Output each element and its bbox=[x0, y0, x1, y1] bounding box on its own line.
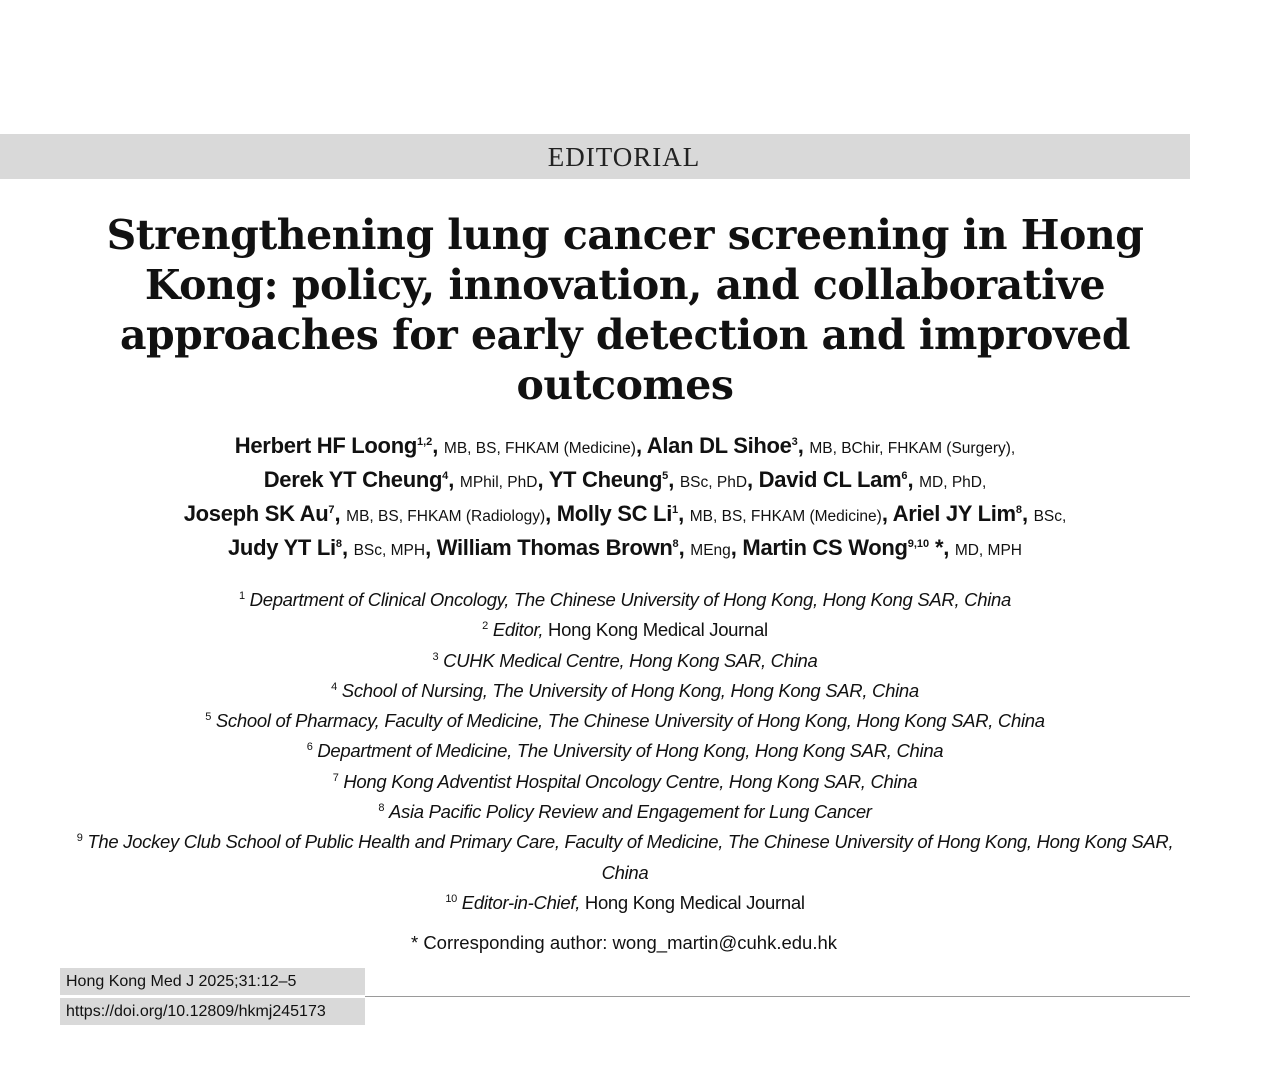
author-degrees: MPhil, PhD bbox=[459, 474, 538, 491]
section-banner bbox=[0, 134, 1190, 179]
author-line: Judy YT Li$^8$, BSc, MPH, William Thomas Brown$^8$, MEng, Martin CS Wong$^{9,10}$ *, MD, MPH bbox=[228, 535, 1022, 560]
author bbox=[892, 501, 1022, 526]
author bbox=[436, 535, 679, 560]
author-degrees: MB, BS, FHKAM (Medicine) bbox=[689, 508, 882, 525]
author bbox=[556, 501, 679, 526]
author-affil-marker: 1,2 bbox=[416, 436, 433, 448]
affiliation bbox=[70, 827, 1180, 888]
author bbox=[263, 467, 449, 492]
affiliation bbox=[70, 706, 1180, 736]
author-affil-marker: 3 bbox=[791, 436, 798, 448]
affiliation bbox=[70, 767, 1180, 797]
affiliation-text: Hong Kong Adventist Hospital Oncology Centre, Hong Kong SAR, China bbox=[343, 770, 918, 792]
author bbox=[646, 433, 798, 458]
author-name: Ariel JY Lim bbox=[892, 501, 1016, 526]
affiliation-text: School of Pharmacy, Faculty of Medicine, The Chinese University of Hong Kong, Hong Kong SAR, China bbox=[215, 710, 1045, 732]
author-degrees: BSc, MPH bbox=[353, 542, 426, 559]
doi-link[interactable]: https://doi.org/10.12809/hkmj245173 bbox=[60, 998, 365, 1025]
author-line: Derek YT Cheung$^4$, MPhil, PhD, YT Cheung$^5$, BSc, PhD, David CL Lam$^6$, MD, PhD, bbox=[263, 467, 987, 492]
affiliation-text: Department of Medicine, The University of Hong Kong, Hong Kong SAR, China bbox=[317, 740, 944, 762]
affiliation-text-plain: Hong Kong Medical Journal bbox=[543, 619, 768, 641]
author-list bbox=[110, 430, 1140, 566]
author-degrees: BSc, PhD bbox=[679, 474, 748, 491]
affiliation bbox=[70, 888, 1180, 918]
affiliation-number: 7 bbox=[332, 771, 339, 784]
affiliation-number: 3 bbox=[432, 650, 439, 663]
affiliation bbox=[70, 615, 1180, 645]
author-degrees: BSc bbox=[1033, 508, 1062, 525]
author-affil-marker: 1 bbox=[672, 504, 679, 516]
author-name: Martin CS Wong bbox=[742, 535, 908, 560]
divider bbox=[365, 996, 1190, 997]
author-affil-marker: 7 bbox=[328, 504, 335, 516]
author-line: Joseph SK Au$^7$, MB, BS, FHKAM (Radiology), Molly SC Li$^1$, MB, BS, FHKAM (Medicine), Ariel JY Lim$^8$, BSc, bbox=[183, 501, 1067, 526]
author-affil-marker: 8 bbox=[672, 538, 679, 550]
affiliation-list bbox=[70, 585, 1180, 918]
author-name: David CL Lam bbox=[758, 467, 902, 492]
author-affil-marker: 5 bbox=[662, 470, 669, 482]
author-affil-marker: 8 bbox=[335, 538, 342, 550]
affiliation-text: School of Nursing, The University of Hong Kong, Hong Kong SAR, China bbox=[341, 679, 919, 701]
affiliation-text: CUHK Medical Centre, Hong Kong SAR, China bbox=[443, 649, 818, 671]
author-affil-marker: 8 bbox=[1015, 504, 1022, 516]
author-degrees: MEng bbox=[690, 542, 731, 559]
article-title: Strengthening lung cancer screening in Hong Kong: policy, innovation, and collaborative approaches for early detection and improved outcomes bbox=[106, 211, 1144, 409]
affiliation-number: 10 bbox=[445, 892, 457, 905]
corresponding-author: * Corresponding author: wong_martin@cuhk.edu.hk bbox=[410, 932, 838, 953]
author-affil-marker: 4 bbox=[442, 470, 449, 482]
author bbox=[183, 501, 335, 526]
affiliation-text: Editor-in-Chief, bbox=[461, 891, 581, 913]
author-degrees: MD, PhD bbox=[919, 474, 982, 491]
author-name: Joseph SK Au bbox=[183, 501, 329, 526]
affiliation-number: 5 bbox=[205, 711, 212, 724]
author bbox=[758, 467, 908, 492]
affiliation-number: 8 bbox=[378, 802, 385, 815]
affiliation-text-plain: Hong Kong Medical Journal bbox=[580, 891, 805, 913]
affiliation-text: Department of Clinical Oncology, The Chinese University of Hong Kong, Hong Kong SAR, China bbox=[249, 589, 1012, 610]
author-affil-marker: 9,10 bbox=[907, 538, 930, 550]
affiliation-number: 9 bbox=[76, 832, 83, 845]
author bbox=[228, 535, 342, 560]
affiliation-text: Editor, bbox=[492, 619, 544, 641]
author-affil-marker: 6 bbox=[901, 470, 908, 482]
affiliation bbox=[70, 797, 1180, 827]
affiliation bbox=[70, 646, 1180, 676]
affiliation-number: 4 bbox=[331, 680, 337, 693]
section-label: EDITORIAL bbox=[547, 142, 701, 172]
author bbox=[234, 433, 433, 458]
author-name: YT Cheung bbox=[548, 467, 663, 492]
affiliation bbox=[70, 676, 1180, 706]
journal-citation: Hong Kong Med J 2025;31:12–5 bbox=[60, 968, 365, 995]
affiliation bbox=[70, 585, 1180, 615]
author-name: Alan DL Sihoe bbox=[646, 433, 792, 458]
author bbox=[548, 467, 669, 492]
author bbox=[742, 535, 930, 560]
author-degrees: MD, MPH bbox=[954, 542, 1022, 559]
affiliation-text: The Jockey Club School of Public Health and Primary Care, Faculty of Medicine, The Chinese University of Hong Kong, Hong Kong SAR, China bbox=[87, 831, 1174, 883]
author-name: Judy YT Li bbox=[228, 535, 336, 560]
affiliation-text: Asia Pacific Policy Review and Engagement for Lung Cancer bbox=[389, 801, 872, 823]
author-name: William Thomas Brown bbox=[436, 535, 673, 560]
author-degrees: MB, BChir, FHKAM (Surgery) bbox=[809, 440, 1011, 457]
affiliation-number: 2 bbox=[482, 620, 488, 633]
affiliation-number: 1 bbox=[238, 590, 245, 602]
author-name: Derek YT Cheung bbox=[263, 467, 443, 492]
author-degrees: MB, BS, FHKAM (Medicine) bbox=[443, 440, 636, 457]
corresponding-marker: * bbox=[934, 535, 944, 560]
author-degrees: MB, BS, FHKAM (Radiology) bbox=[346, 508, 546, 525]
author-line: Herbert HF Loong$^{1,2}$, MB, BS, FHKAM (Medicine), Alan DL Sihoe$^3$, MB, BChir, FHKAM (Surgery), bbox=[234, 433, 1016, 458]
author-name: Molly SC Li bbox=[556, 501, 673, 526]
affiliation bbox=[70, 736, 1180, 766]
author-name: Herbert HF Loong bbox=[234, 433, 417, 458]
affiliation-number: 6 bbox=[306, 741, 313, 754]
